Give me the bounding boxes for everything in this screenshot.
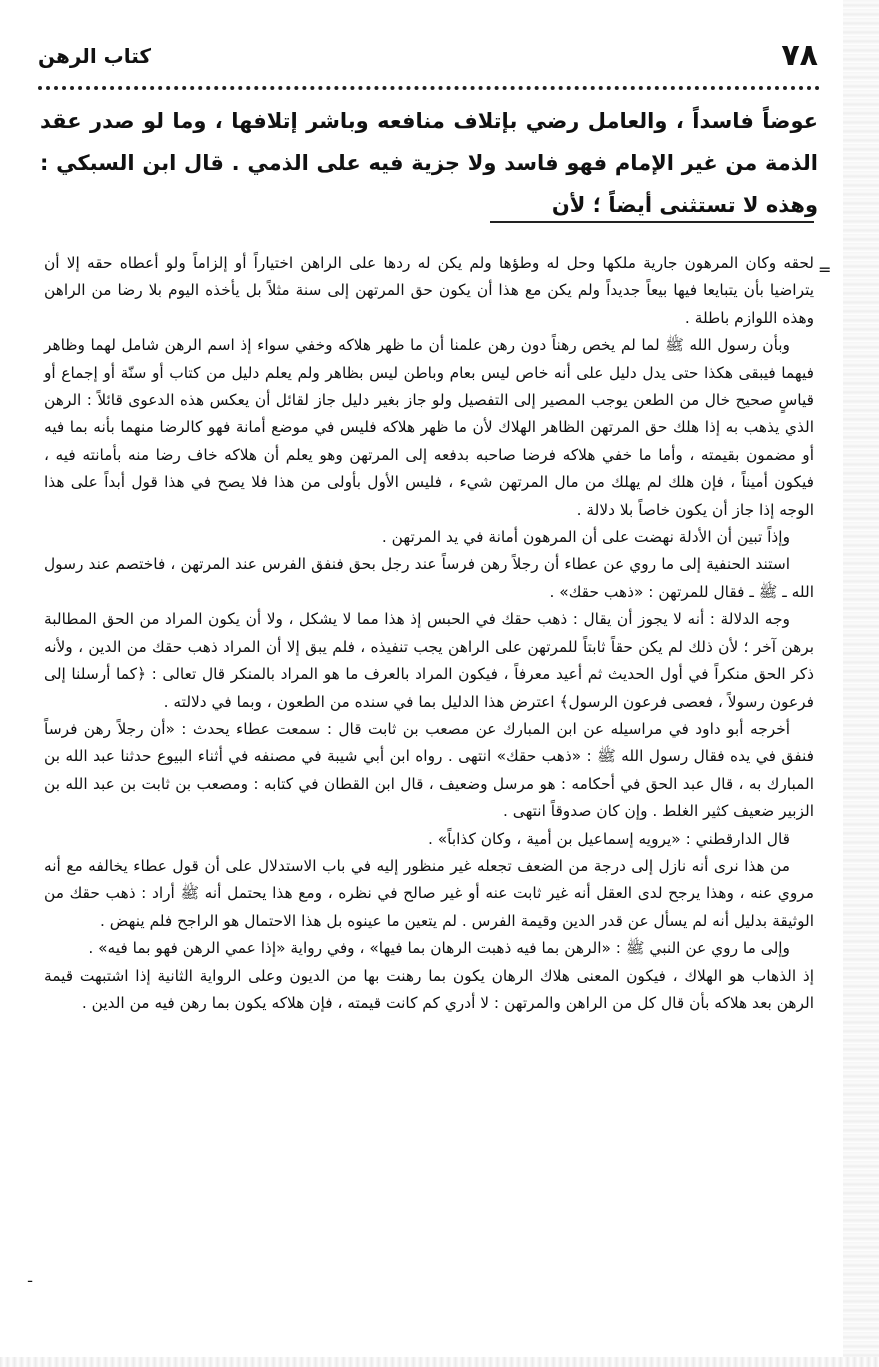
footnote-paragraph: إذ الذهاب هو الهلاك ، فيكون المعنى هلاك الرهان يكون بما رهنت بها من الديون وعلى الرواية الثانية إذا اشتبهت قيمة الرهن بعد هلاكه بأن قال كل من الراهن والمرتهن : لا أدري كم كانت قيمته ، فإن هلاكه يكون بما رهن فيه من الدين .: [44, 966, 814, 1012]
footnote-paragraph: وبأن رسول الله ﷺ لما لم يخص رهناً دون رهن علمنا أن ما ظهر هلاكه وخفي سواء إذ اسم الرهن شامل لهما وظاهر فيهما فيبقى هكذا حتى يدل دليل على أنه خاص ليس بعام وباطن ليس بظاهر ولم يعلم دليل من كتاب أو سنّة أو إجماع أو قياسٍ صحيح خال من الطعن يوجب المصير إلى التفصيل ولو جاز بغير دليل جاز لقائل أن يعكس هذه الدعوى قائلاً : الرهن الذي يذهب به إذا هلك حق المرتهن الظاهر الهلاك لأن ما ظهر هلاكه فليس في موضع أمانة فهو كالرضا منهما بأنه بما فيه أو مضمون بقيمته ، وأما ما خفي هلاكه فرضا صاحبه بدفعه إلى المرتهن وهو يعلم أن هلاكه خاف رضا منه بأمانته فيه ، فيكون أميناً ، فإن هلك لم يهلك من مال المرتهن شيء ، فليس الأول بأولى من هذا فلا يصح في هذا قول أبداً على هذا الوجه إذا جاز أن يكون خاصاً بلا دلالة .: [44, 336, 814, 519]
footnote-paragraph: أخرجه أبو داود في مراسيله عن ابن المبارك عن مصعب بن ثابت قال : سمعت عطاء يحدث : «أن رجلاً رهن فرساً فنفق في يده فقال رسول الله ﷺ : «ذهب حقك» انتهى . رواه ابن أبي شيبة في مصنفه في أثناء البيوع حدثنا عبد الله بن المبارك به ، قال عبد الحق في أحكامه : هو مرسل وضعيف ، قال ابن القطان في كتابه : ومصعب بن ثابت بن عبد الله بن الزبير ضعيف كثير الغلط . وإن كان صدوقاً انتهى .: [44, 719, 814, 821]
footnote-paragraph: وإذاً تبين أن الأدلة نهضت على أن المرهون أمانة في يد المرتهن .: [381, 528, 790, 547]
footnote-paragraph: من هذا نرى أنه نازل إلى درجة من الضعف تجعله غير منظور إليه في باب الاستدلال على أن قول عطاء يخالفه مع أنه مروي عنه ، وهذا يرجح لدى العقل أنه غير ثابت عنه أو غير صالح في نظره ، ومع هذا يحتمل أنه ﷺ أراد : ذهب حقك من الوثيقة بدليل أنه لم يسأل عن قدر الدين وقيمة الفرس . لم يتعين ما عينوه بل هذا الاحتمال هو الراجح فلم ينهض .: [44, 856, 814, 930]
footnote-paragraph: استند الحنفية إلى ما روي عن عطاء أن رجلاً رهن فرساً عند رجل بحق فنفق الفرس عند المرتهن ، فاختصم عند رسول الله ـ ﷺ ـ فقال للمرتهن : «ذهب حقك» .: [44, 555, 814, 601]
header-dotted-divider: [38, 86, 820, 90]
footnote-paragraph: قال الدارقطني : «يرويه إسماعيل بن أمية ، وكان كذاباً» .: [427, 829, 790, 848]
margin-mark: ـ: [28, 1270, 33, 1286]
page-number: ٧٨: [781, 38, 818, 73]
footnote-paragraph: وجه الدلالة : أنه لا يجوز أن يقال : ذهب حقك في الحبس إذ هذا مما لا يشكل ، ولا أن يكون المراد من الحق المطالبة برهن آخر ؛ لأن ذلك لم يكن حقاً ثابتاً للمرتهن على الراهن يجب تنفيذه ، فلم يبق إلا أن المراد ذهب حقك من الدين ، ولأنه ذكر الحق منكراً في أول الحديث ثم أعيد معرفاً ، فيكون المراد بالعرف ما هو المراد بالمنكر قال تعالى : ﴿كما أرسلنا إلى فرعون رسولاً ، فعصى فرعون الرسول﴾ اعترض هذا الدليل بما في سنده من الطعون ، وبما في دلالته .: [44, 610, 814, 711]
footnote-paragraph: لحقه وكان المرهون جارية ملكها وحل له وطؤها ولم يكن له ردها على الراهن اختياراً أو إلزاماً ولو أعطاه حقه إلا أن يتراضيا بأن يتبايعا فيها بيعاً جديداً ولم يكن مع هذا أن يكون حق المرتهن إلى سنة مثلاً بل يأخذه اليوم بلا رضا من الراهن وهذه اللوازم باطلة .: [44, 254, 814, 327]
footnote-divider: [490, 221, 814, 223]
footnote-paragraph: وإلى ما روي عن النبي ﷺ : «الرهن بما فيه ذهبت الرهان بما فيها» ، وفي رواية «إذا عمي الرهن فهو بما فيه» .: [88, 939, 790, 958]
page-header: [38, 38, 818, 78]
footnotes-block: [44, 250, 814, 1017]
running-title: كتاب الرهن: [38, 44, 152, 68]
main-text-block: [40, 100, 818, 226]
footnote-continuation-mark: =: [818, 260, 832, 279]
scan-edge-bottom: [0, 1357, 879, 1367]
scan-edge: [843, 0, 879, 1367]
main-paragraph: عوضاً فاسداً ، والعامل رضي بإتلاف منافعه وباشر إتلافها ، وما لو صدر عقد الذمة من غير الإمام فهو فاسد ولا جزية فيه على الذمي . قال ابن السبكي : وهذه لا تستثنى أيضاً ؛ لأن: [40, 109, 818, 217]
